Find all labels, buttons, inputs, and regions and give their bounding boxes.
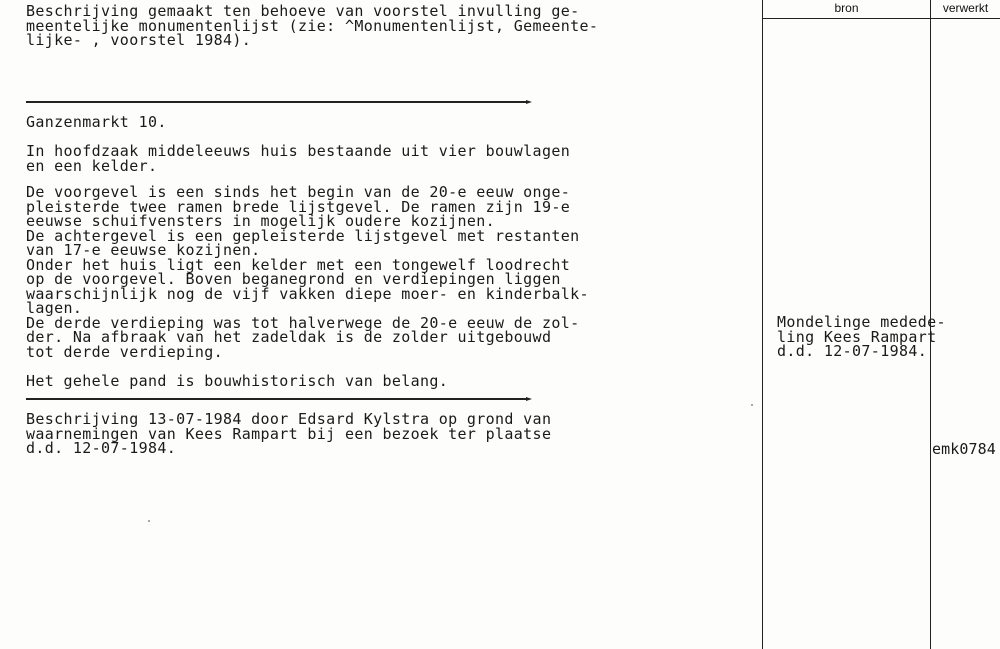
address-title: Ganzenmarkt 10. bbox=[26, 113, 167, 131]
header-rule bbox=[762, 18, 1000, 19]
column-divider-bron bbox=[762, 0, 763, 649]
paper-speck bbox=[148, 520, 150, 522]
significance-paragraph: Het gehele pand is bouwhistorisch van belang. bbox=[26, 372, 449, 390]
description-paragraph: De voorgevel is een sinds het begin van de 20-e eeuw onge- pleisterde twee ramen brede lijstgevel. De ramen zijn 19-e eeuwse schuifvensters in mogelijk oudere kozijnen. De achtergevel is een gepleisterde lijstgevel met restanten van 17-e eeuwse kozijnen. Onder het huis ligt een kelder met een tongewelf loodrecht op de voorgevel. Boven beganegrond en verdiepingen liggen waarschijnlijk nog de vijf vakken diepe moer- en kinderbalk- lagen. De derde verdieping was tot halverwege de 20-e eeuw de zol- der. Na afbraak van het zadeldak is de zolder uitgebouwd tot derde verdieping. bbox=[26, 183, 589, 361]
paper-speck bbox=[751, 404, 753, 406]
intro-text: Beschrijving gemaakt ten behoeve van voorstel invulling ge- meentelijke monumentenlijst (zie: ^Monumentenlijst, Gemeente- lijke- , voorstel 1984). bbox=[26, 2, 599, 49]
credit-text: Beschrijving 13-07-1984 door Edsard Kylstra op grond van waarnemingen van Kees Rampart bij een bezoek ter plaatse d.d. 12-07-1984. bbox=[26, 410, 552, 457]
bron-note: Mondelinge medede- ling Kees Rampart d.d. 12-07-1984. bbox=[777, 313, 946, 360]
summary-paragraph: In hoofdzaak middeleeuws huis bestaande uit vier bouwlagen en een kelder. bbox=[26, 142, 571, 175]
verwerkt-column-header: verwerkt bbox=[942, 1, 989, 15]
bron-column-header: bron bbox=[834, 1, 859, 15]
verwerkt-code: emk0784 bbox=[932, 440, 996, 458]
section-divider-top bbox=[26, 101, 526, 103]
section-divider-bottom bbox=[26, 398, 526, 400]
